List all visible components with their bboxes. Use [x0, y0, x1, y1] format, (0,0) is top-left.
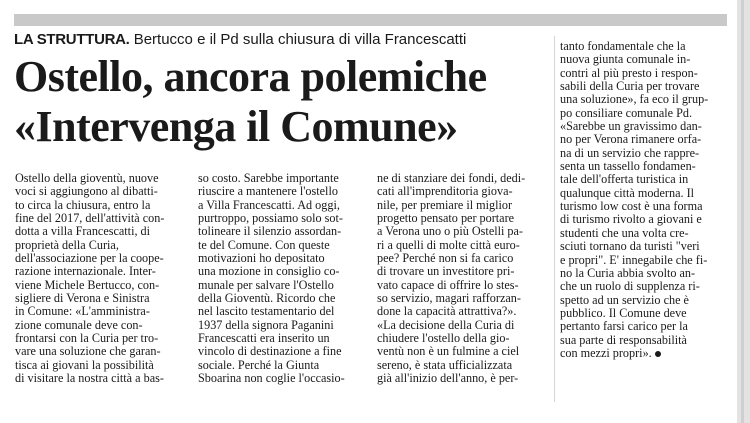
- article-column-3: [377, 172, 549, 386]
- text-line: ri a quelli di molte città euro-: [377, 237, 520, 252]
- article-kicker: [14, 31, 554, 49]
- text-line: pubblico. Il Comune deve: [560, 305, 687, 320]
- text-line: viene Michele Bertucco, con-: [15, 277, 160, 292]
- text-line: senta un tassello fondamen-: [560, 159, 696, 174]
- text-line: spetto ad un servizio che è: [560, 292, 689, 307]
- text-line: «Sarebbe un gravissimo dan-: [560, 119, 702, 134]
- text-line: sociale. Perché la Giunta: [198, 357, 320, 372]
- text-line: e propri". E' innegabile che fi-: [560, 252, 708, 267]
- text-line: pee? Perché non si fa carico: [377, 251, 514, 266]
- text-line: munale per salvare l'Ostello: [198, 277, 334, 292]
- text-line: di turismo rivolto a giovani e: [560, 212, 702, 227]
- text-line: a Villa Francescatti. Ad oggi,: [198, 197, 340, 212]
- text-line: 1937 della signora Paganini: [198, 317, 334, 332]
- text-line: dell'associazione per la coope-: [15, 251, 164, 266]
- text-line: nel lascito testamentario del: [198, 304, 335, 319]
- text-line: «La decisione della Curia di: [377, 317, 515, 332]
- text-line: qualunque città moderna. Il: [560, 185, 695, 200]
- text-line: ne di stanziare dei fondi, dedi-: [377, 171, 526, 185]
- text-line: una mozione in consiglio co-: [198, 264, 340, 279]
- text-line: di visitare la nostra città a bas-: [15, 371, 164, 386]
- text-line: una soluzione», fa eco il grup-: [560, 92, 709, 107]
- text-line: dotta a villa Francescatti, di: [15, 224, 151, 239]
- text-line: sereno, è stata ufficializzata: [377, 357, 513, 372]
- text-line: in Comune: «L'amministra-: [15, 304, 150, 319]
- text-line: nuova giunta comunale in-: [560, 52, 691, 67]
- text-line: già all'inizio dell'anno, è per-: [377, 371, 519, 386]
- text-line: pertanto farsi carico per la: [560, 319, 688, 334]
- text-line: di trovare un investitore pri-: [377, 264, 515, 279]
- article-headline: [14, 52, 554, 152]
- article-column-1: [15, 172, 190, 386]
- text-line: vato capace di offrire lo stes-: [377, 277, 519, 292]
- kicker-label: LA STRUTTURA.: [14, 31, 130, 48]
- text-line: ventù non è un fulmine a ciel: [377, 344, 520, 359]
- text-line: po consiliare comunale Pd.: [560, 105, 692, 120]
- text-line: turismo low cost è una forma: [560, 199, 703, 214]
- text-line: razione internazionale. Inter-: [15, 264, 156, 279]
- text-line: cati all'imprenditoria giova-: [377, 184, 513, 199]
- end-of-article-bullet: [655, 351, 661, 357]
- text-line: so costo. Sarebbe importante: [198, 171, 339, 185]
- text-line: tanto fondamentale che la: [560, 39, 686, 53]
- text-line: Sboarina non coglie l'occasio-: [198, 371, 345, 386]
- text-line: no per Verona rimanere orfa-: [560, 132, 702, 147]
- text-line: progetto pensato per portare: [377, 211, 515, 226]
- article-column-4: [560, 40, 734, 360]
- text-line: riuscire a mantenere l'ostello: [198, 184, 338, 199]
- text-line: vare una soluzione che garan-: [15, 344, 161, 359]
- text-line: frontarsi con la Curia per tro-: [15, 331, 159, 346]
- text-line: con mezzi propri».: [560, 347, 734, 360]
- top-grey-bar: [14, 14, 727, 26]
- text-line: tale dell'offerta turistica in: [560, 172, 689, 187]
- text-line: na di un servizio che rappre-: [560, 145, 700, 160]
- text-line: proprietà della Curia,: [15, 237, 119, 252]
- text-line: Francescatti era inserito un: [198, 331, 330, 346]
- text-line: purtroppo, possiamo solo sot-: [198, 211, 343, 226]
- text-line: a Verona uno o più Ostelli pa-: [377, 224, 523, 239]
- text-line: che un ruolo di supplenza ri-: [560, 279, 700, 294]
- article-column-2: [198, 172, 370, 386]
- text-line: so servizio, magari rafforzan-: [377, 291, 521, 306]
- text-line: nile, per premiare il miglior: [377, 197, 513, 212]
- text-line: sua parte di responsabilità: [560, 332, 687, 347]
- text-line: zione comunale deve con-: [15, 317, 143, 332]
- kicker-subtitle: Bertucco e il Pd sulla chiusura di villa Francescatti: [133, 31, 467, 48]
- text-line: sigliere di Verona e Sinistra: [15, 291, 150, 306]
- text-line: tisca ai giovani la possibilità: [15, 357, 154, 372]
- text-line: te del Comune. Con queste: [198, 237, 330, 252]
- text-line: tolineare il silenzio assordan-: [198, 224, 342, 239]
- text-line: done la capacità attrattiva?».: [377, 304, 517, 319]
- text-line: motivazioni ho depositato: [198, 251, 325, 266]
- text-line: chiudere l'ostello della gio-: [377, 331, 510, 346]
- text-line: no la Curia abbia svolto an-: [560, 265, 696, 280]
- text-line: fine del 2017, dell'attività con-: [15, 211, 165, 226]
- text-line: contri al più presto i respon-: [560, 65, 698, 80]
- right-page-edge-line: [741, 0, 744, 423]
- column-divider: [554, 36, 555, 402]
- headline-line-1: Ostello, ancora polemiche: [14, 52, 487, 101]
- text-line: della Gioventù. Ricordo che: [198, 291, 336, 306]
- text-line: Ostello della gioventù, nuove: [15, 171, 159, 185]
- headline-line-2: «Intervenga il Comune»: [14, 102, 458, 151]
- text-line: sabili della Curia per trovare: [560, 79, 700, 94]
- text-line: vincolo di destinazione a fine: [198, 344, 342, 359]
- text-line: voci si aggiungono al dibatti-: [15, 184, 158, 199]
- text-line: sciuti tornano da turisti "veri: [560, 239, 700, 254]
- text-line: studenti che una volta cre-: [560, 225, 689, 240]
- text-line: to circa la chiusura, entro la: [15, 197, 151, 212]
